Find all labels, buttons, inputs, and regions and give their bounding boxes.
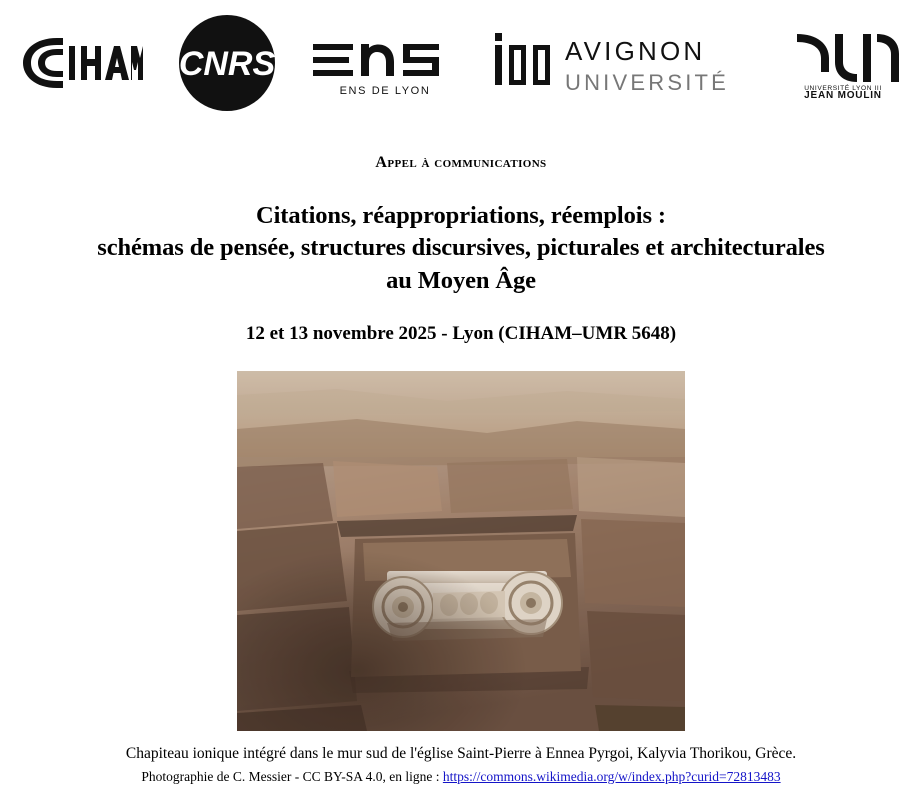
avignon-logo-line2: UNIVERSITÉ [565,70,730,95]
title-line-2: schémas de pensée, structures discursives, picturales et architecturales [97,234,825,262]
photo-credit-text: Photographie de C. Messier - CC BY-SA 4.0, en ligne : [141,768,443,784]
avignon-universite-logo [493,27,749,99]
lyon3-logo-line2: JEAN MOULIN [804,90,882,98]
universite-jean-moulin-lyon-3-logo [783,28,903,98]
document-body [0,154,922,785]
call-for-papers-kicker: Appel à communications [375,154,547,171]
photo-credit-link[interactable]: https://commons.wikimedia.org/w/index.php?curid=72813483 [442,768,781,784]
logo-bar [0,0,922,112]
photo-credit [24,768,898,786]
cnrs-logo [177,13,277,113]
photo-caption: Chapiteau ionique intégré dans le mur sud de l'église Saint-Pierre à Ennea Pyrgoi, Kalyvia Thorikou, Grèce. [125,744,797,762]
title-line-1: Citations, réappropriations, réemplois : [256,202,666,229]
svg-text:CNRS: CNRS [178,45,276,83]
title-line-3: au Moyen Âge [386,266,536,294]
event-dateline: 12 et 13 novembre 2025 - Lyon (CIHAM–UMR 5648) [245,322,677,344]
lyon3-logo-line1: UNIVERSITÉ LYON III [804,85,882,92]
ciham-logo [19,32,143,94]
page-title [24,200,898,297]
ens-de-lyon-logo [311,28,459,98]
ionic-capital-photo [237,371,685,731]
photo-container [24,371,898,731]
avignon-logo-line1: AVIGNON [565,36,706,66]
ens-logo-subtitle: ENS DE LYON [339,85,431,97]
